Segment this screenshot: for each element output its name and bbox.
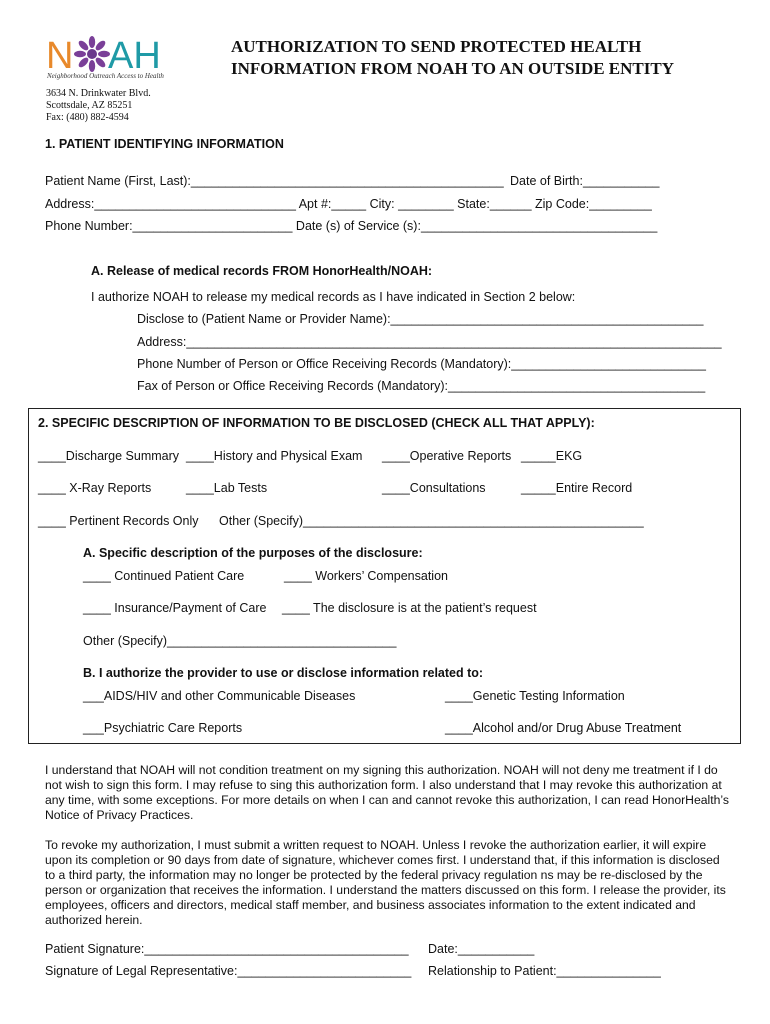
check-continued-care[interactable]: ____ Continued Patient Care (83, 569, 245, 583)
check-psychiatric[interactable]: ___Psychiatric Care Reports (83, 721, 243, 735)
paragraph-revocation: To revoke my authorization, I must submit a written request to NOAH. Unless I revoke the authorization earlier, it will expire upon its completion or 90 days from date of signature, whichever comes first. I understand that, if this information is disclosed to a third party, the information may no longer be protected by the federal privacy regulation ns may be re-disclosed by the person or organization that receives the information. I understand the matters discussed on this form. I release the provider, its employees, officers and directors, medical staff member, and business associates information to the extent indicated and authorized herein. (45, 838, 726, 927)
authorize-heading: B. I authorize the provider to use or disclose information related to: (83, 666, 484, 680)
noah-logo (46, 34, 176, 92)
check-workers-comp[interactable]: ____ Workers’ Compensation (284, 569, 448, 583)
address-line2: Scottsdale, AZ 85251 (46, 100, 133, 111)
check-ekg[interactable]: _____EKG (521, 449, 583, 463)
check-consultations[interactable]: ____Consultations (382, 481, 486, 495)
patient-signature-field[interactable]: Patient Signature:______________________________________ (45, 942, 409, 956)
date-of-birth-field[interactable]: Date of Birth:___________ (510, 174, 660, 188)
logo-letter-n: N (46, 35, 74, 74)
logo-letters-ah: AH (108, 35, 161, 74)
check-xray-reports[interactable]: ____ X-Ray Reports (38, 481, 152, 495)
check-discharge-summary[interactable]: ____Discharge Summary (38, 449, 180, 463)
check-genetic-testing[interactable]: ____Genetic Testing Information (445, 689, 625, 703)
legal-rep-signature-field[interactable]: Signature of Legal Representative:_________________________ (45, 964, 412, 978)
check-insurance-payment[interactable]: ____ Insurance/Payment of Care (83, 601, 267, 615)
release-heading: A. Release of medical records FROM HonorHealth/NOAH: (91, 264, 433, 278)
check-alcohol-drug[interactable]: ____Alcohol and/or Drug Abuse Treatment (445, 721, 682, 735)
check-lab-tests[interactable]: ____Lab Tests (186, 481, 268, 495)
section2-heading: 2. SPECIFIC DESCRIPTION OF INFORMATION TO BE DISCLOSED (CHECK ALL THAT APPLY): (38, 416, 595, 430)
phone-service-row[interactable]: Phone Number:_______________________ Date (s) of Service (s):__________________________________ (45, 219, 658, 233)
section1-heading: 1. PATIENT IDENTIFYING INFORMATION (45, 137, 284, 151)
address-field-row[interactable]: Address:_____________________________ Apt #:_____ City: ________ State:______ Zip Code:_________ (45, 197, 652, 211)
check-aids-hiv[interactable]: ___AIDS/HIV and other Communicable Diseases (83, 689, 356, 703)
purposes-heading: A. Specific description of the purposes of the disclosure: (83, 546, 423, 560)
logo-tagline: Neighborhood Outreach Access to Health (47, 72, 164, 80)
signature-date-field[interactable]: Date:___________ (428, 942, 535, 956)
paragraph-conditions: I understand that NOAH will not condition treatment on my signing this authorization. NOAH will not deny me treatment if I do not wish to sign this form. I may refuse to sing this authorization form. I also understand that I may revoke this authorization at any time, with some exceptions. For more details on when I can and cannot revoke this authorization, I can read HonorHealth’s Notice of Privacy Practices. (45, 763, 729, 822)
title-line2: INFORMATION FROM NOAH TO AN OUTSIDE ENTITY (231, 59, 674, 78)
address-line1: 3634 N. Drinkwater Blvd. (46, 88, 151, 99)
logo-flower-icon (74, 36, 110, 72)
disclose-to-field[interactable]: Disclose to (Patient Name or Provider Name):_____________________________________________ (137, 312, 704, 326)
title-line1: AUTHORIZATION TO SEND PROTECTED HEALTH (231, 37, 642, 56)
recipient-phone-field[interactable]: Phone Number of Person or Office Receiving Records (Mandatory):____________________________ (137, 357, 706, 371)
recipient-address-field[interactable]: Address:_____________________________________________________________________________ (137, 335, 722, 349)
patient-name-field[interactable]: Patient Name (First, Last):_____________________________________________ (45, 174, 504, 188)
fax-number: Fax: (480) 882-4594 (46, 112, 129, 123)
other-specify-field[interactable]: Other (Specify)_________________________________________________ (219, 514, 644, 528)
check-operative-reports[interactable]: ____Operative Reports (382, 449, 512, 463)
relationship-field[interactable]: Relationship to Patient:_______________ (428, 964, 661, 978)
check-patient-request[interactable]: ____ The disclosure is at the patient’s request (282, 601, 537, 615)
purpose-other-field[interactable]: Other (Specify)_________________________________ (83, 634, 397, 648)
release-intro: I authorize NOAH to release my medical records as I have indicated in Section 2 below: (91, 290, 576, 304)
recipient-fax-field[interactable]: Fax of Person or Office Receiving Records (Mandatory):_____________________________________ (137, 379, 706, 393)
check-history-physical[interactable]: ____History and Physical Exam (186, 449, 363, 463)
form-title (231, 36, 674, 80)
check-entire-record[interactable]: _____Entire Record (521, 481, 633, 495)
check-pertinent-records[interactable]: ____ Pertinent Records Only (38, 514, 199, 528)
